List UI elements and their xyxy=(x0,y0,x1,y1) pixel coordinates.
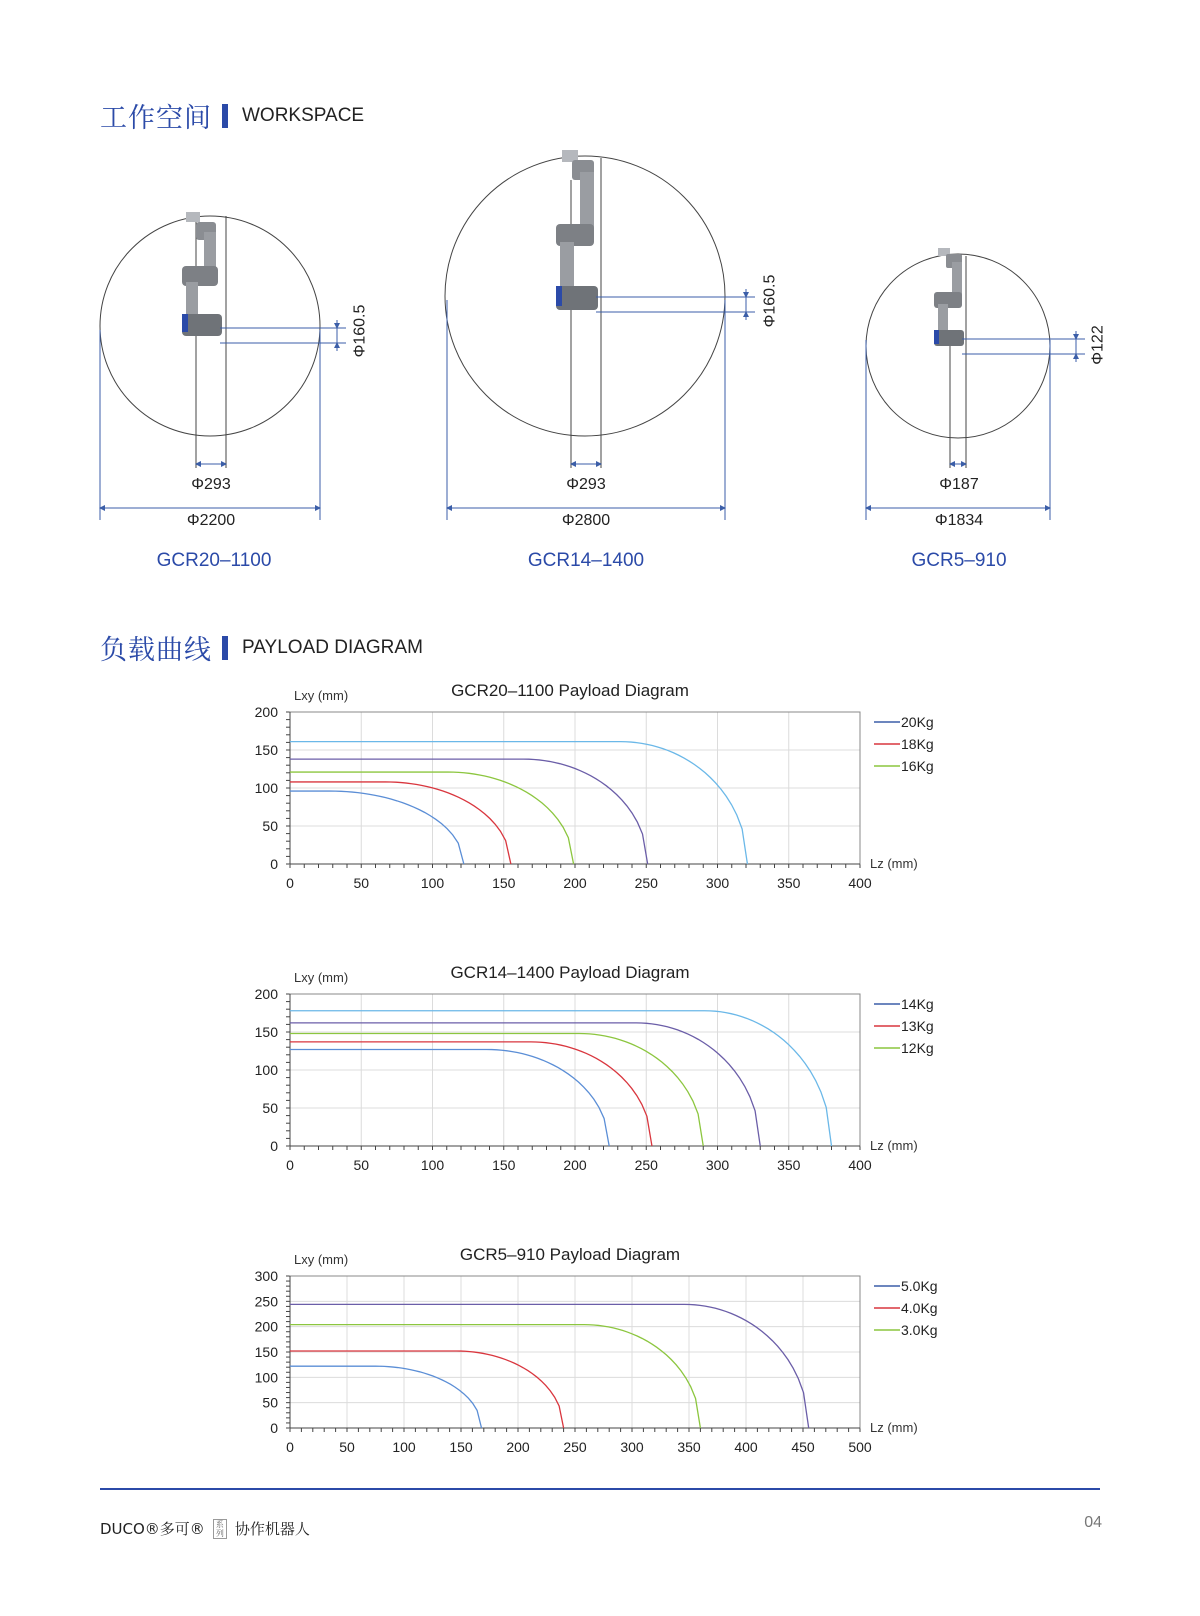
payload-curve-2 xyxy=(290,1325,700,1428)
heading-bar xyxy=(222,636,228,660)
x-tick-label: 150 xyxy=(449,1439,473,1455)
x-tick-label: 300 xyxy=(620,1439,644,1455)
x-tick-label: 150 xyxy=(492,875,516,891)
x-tick-label: 100 xyxy=(420,875,445,891)
y-tick-label: 150 xyxy=(254,1344,278,1360)
legend-label: 4.0Kg xyxy=(901,1300,938,1316)
payload-curve-0 xyxy=(290,791,464,864)
workspace-diagrams xyxy=(0,0,1200,600)
x-tick-label: 50 xyxy=(353,875,370,891)
x-tick-label: 350 xyxy=(777,1157,801,1173)
outer-diameter-label: Φ2200 xyxy=(186,512,236,529)
legend-label: 12Kg xyxy=(901,1040,934,1056)
workspace-title-en: WORKSPACE xyxy=(242,104,365,126)
product-name: 协作机器人 xyxy=(234,1520,310,1538)
brand-name: DUCO®多可® xyxy=(100,1520,205,1538)
payload-title-en: PAYLOAD DIAGRAM xyxy=(242,636,423,658)
x-tick-label: 150 xyxy=(492,1157,516,1173)
height-dim-label: Φ160.5 xyxy=(351,304,369,358)
y-axis-label: Lxy (mm) xyxy=(294,1252,349,1267)
x-tick-label: 0 xyxy=(286,1157,294,1173)
y-tick-label: 200 xyxy=(254,1318,278,1335)
y-tick-label: 300 xyxy=(254,1268,278,1284)
x-axis-label: Lz (mm) xyxy=(870,1420,918,1435)
x-tick-label: 500 xyxy=(848,1439,872,1455)
payload-chart-gcr20 xyxy=(240,676,980,926)
x-tick-label: 250 xyxy=(563,1439,587,1455)
legend-label: 5.0Kg xyxy=(901,1278,938,1294)
x-tick-label: 100 xyxy=(420,1157,445,1173)
y-tick-label: 50 xyxy=(262,1100,278,1116)
payload-curve-1 xyxy=(290,1351,564,1428)
y-tick-label: 0 xyxy=(270,856,278,872)
footer-brand xyxy=(100,1518,310,1539)
payload-heading xyxy=(100,628,423,667)
y-axis-label: Lxy (mm) xyxy=(294,970,349,985)
x-tick-label: 200 xyxy=(563,875,587,891)
payload-curve-1 xyxy=(290,782,511,864)
robot-arm-icon xyxy=(556,150,598,310)
x-tick-label: 250 xyxy=(634,1157,658,1173)
payload-title-cn: 负载曲线 xyxy=(100,635,212,666)
workspace-gcr20 xyxy=(100,212,346,520)
page-number: 04 xyxy=(1084,1514,1102,1531)
payload-curve-4 xyxy=(290,742,747,864)
x-tick-label: 50 xyxy=(353,1157,370,1173)
inner-diameter-label: Φ293 xyxy=(566,476,606,493)
y-tick-label: 0 xyxy=(270,1420,278,1436)
robot-arm-icon xyxy=(182,212,222,336)
payload-curve-0 xyxy=(290,1049,609,1146)
x-tick-label: 50 xyxy=(339,1439,355,1455)
x-tick-label: 300 xyxy=(705,1157,730,1173)
y-tick-label: 200 xyxy=(254,704,278,720)
payload-curve-4 xyxy=(290,1011,832,1146)
x-tick-label: 200 xyxy=(506,1439,530,1455)
payload-curve-1 xyxy=(290,1042,652,1146)
y-tick-label: 200 xyxy=(254,986,278,1002)
legend-label: 14Kg xyxy=(901,996,934,1012)
inner-diameter-label: Φ187 xyxy=(939,476,979,493)
y-tick-label: 100 xyxy=(254,1062,278,1078)
footer-divider xyxy=(100,1488,1100,1490)
y-axis-label: Lxy (mm) xyxy=(294,688,349,703)
legend-label: 13Kg xyxy=(901,1018,934,1034)
outer-diameter-label: Φ1834 xyxy=(934,512,984,529)
x-tick-label: 400 xyxy=(848,875,872,891)
workspace-gcr14 xyxy=(445,150,755,520)
payload-curve-3 xyxy=(290,759,648,864)
x-tick-label: 250 xyxy=(634,875,658,891)
payload-chart-gcr5 xyxy=(240,1240,980,1490)
series-char: 列 xyxy=(215,1528,224,1538)
payload-curve-2 xyxy=(290,772,574,864)
y-tick-label: 50 xyxy=(262,1394,278,1411)
y-tick-label: 50 xyxy=(262,818,278,834)
series-mark xyxy=(213,1519,227,1539)
workspace-title-cn: 工作空间 xyxy=(100,103,212,134)
chart-title: GCR14–1400 Payload Diagram xyxy=(450,963,690,982)
x-tick-label: 100 xyxy=(392,1439,416,1455)
x-tick-label: 200 xyxy=(563,1157,587,1173)
series-char: 系 xyxy=(215,1519,224,1529)
inner-diameter-label: Φ293 xyxy=(191,476,231,493)
y-tick-label: 150 xyxy=(254,742,278,758)
payload-chart-gcr14 xyxy=(240,958,980,1208)
robot-arm-icon xyxy=(934,248,964,346)
legend-label: 20Kg xyxy=(901,714,934,730)
x-axis-label: Lz (mm) xyxy=(870,1138,918,1153)
payload-curve-0 xyxy=(290,1366,482,1428)
outer-diameter-label: Φ2800 xyxy=(561,512,611,529)
legend-label: 18Kg xyxy=(901,736,934,752)
chart-title: GCR20–1100 Payload Diagram xyxy=(451,681,689,700)
x-tick-label: 400 xyxy=(734,1439,758,1455)
x-axis-label: Lz (mm) xyxy=(870,856,918,871)
x-tick-label: 0 xyxy=(286,1439,294,1455)
x-tick-label: 0 xyxy=(286,875,294,891)
x-tick-label: 450 xyxy=(791,1439,815,1455)
y-tick-label: 100 xyxy=(254,1369,278,1386)
x-tick-label: 350 xyxy=(777,875,801,891)
model-label: GCR14–1400 xyxy=(527,550,645,571)
x-tick-label: 400 xyxy=(848,1157,872,1173)
y-tick-label: 150 xyxy=(254,1024,278,1040)
height-dim-label: Φ122 xyxy=(1089,325,1107,365)
chart-title: GCR5–910 Payload Diagram xyxy=(459,1245,681,1264)
y-tick-label: 100 xyxy=(254,780,278,796)
y-tick-label: 0 xyxy=(270,1138,278,1154)
x-tick-label: 350 xyxy=(677,1439,701,1455)
legend-label: 16Kg xyxy=(901,758,934,774)
model-label: GCR20–1100 xyxy=(156,550,272,571)
height-dim-label: Φ160.5 xyxy=(761,274,779,328)
y-tick-label: 250 xyxy=(254,1293,278,1310)
legend-label: 3.0Kg xyxy=(901,1322,938,1338)
model-label: GCR5–910 xyxy=(911,550,1007,571)
x-tick-label: 300 xyxy=(705,875,730,891)
